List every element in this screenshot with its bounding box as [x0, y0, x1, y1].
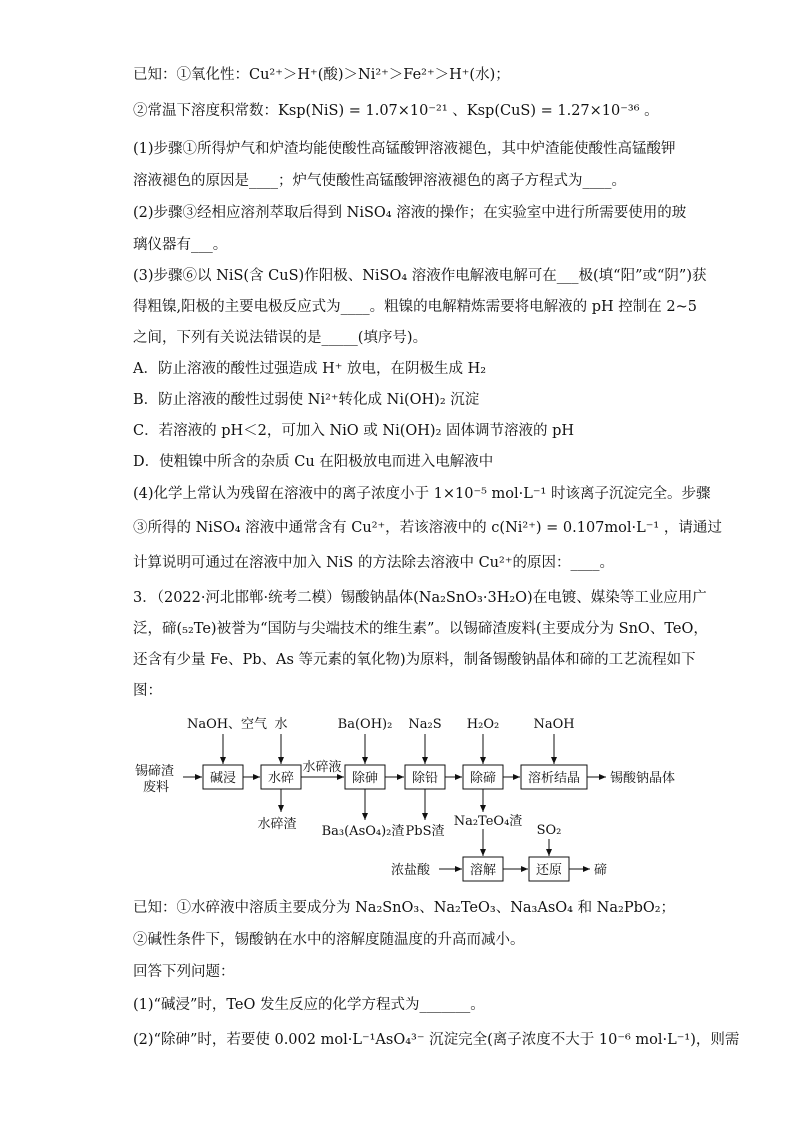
- byproduct-0: 水碎渣: [257, 817, 297, 832]
- lower-box-label-0: 溶解: [469, 863, 497, 878]
- input-label-1: 锡碲渣: [135, 764, 175, 779]
- line-4: (2)步骤③经相应溶剂萃取后得到 NiSO₄ 溶液的操作；在实验室中进行所需要使用的玻: [133, 205, 687, 221]
- box-label-2: 除砷: [351, 771, 379, 786]
- option-a: A．防止溶液的酸性过强造成 H⁺ 放电，在阴极生成 H₂: [133, 361, 487, 377]
- line-16: 3．（2022·河北邯郸·统考二模）锡酸钠晶体(Na₂SnO₃·3H₂O)在电镀、媒染等工业应用广: [133, 590, 707, 606]
- line-1: ②常温下溶度积常数：Ksp(NiS) = 1.07×10⁻²¹ 、Ksp(CuS) = 1.27×10⁻³⁶ 。: [133, 103, 659, 119]
- line-2: (1)步骤①所得炉气和炉渣均能使酸性高锰酸钾溶液褪色，其中炉渣能使酸性高锰酸钾: [133, 141, 676, 157]
- flow-svg: [133, 708, 693, 888]
- acid-label: 浓盐酸: [391, 863, 431, 878]
- option-d: D．使粗镍中所含的杂质 Cu 在阳极放电而进入电解液中: [133, 454, 494, 470]
- option-b: B．防止溶液的酸性过弱使 Ni²⁺转化成 Ni(OH)₂ 沉淀: [133, 392, 480, 408]
- reagent-5: NaOH: [533, 717, 575, 732]
- after-line-0: 已知：①水碎液中溶质主要成分为 Na₂SnO₃、Na₂TeO₃、Na₃AsO₄ 和 Na₂PbO₂；: [133, 900, 676, 916]
- line-0: 已知：①氧化性：Cu²⁺＞H⁺(酸)＞Ni²⁺＞Fe²⁺＞H⁺(水)；: [133, 67, 510, 83]
- line-5: 璃仪器有___。: [133, 237, 228, 253]
- reagent-1: 水: [274, 717, 288, 732]
- after-line-4: (2)“除砷”时，若要使 0.002 mol·L⁻¹AsO₄³⁻ 沉淀完全(离子浓度不大于 10⁻⁶ mol·L⁻¹)，则需: [133, 1032, 740, 1048]
- process-flow-diagram: [133, 708, 693, 892]
- so2-label: SO₂: [536, 823, 562, 838]
- input-label-2: 废料: [143, 780, 170, 795]
- line-6: (3)步骤⑥以 NiS(含 CuS)作阳极、NiSO₄ 溶液作电解液电解可在___极(填“阳”或“阴”)获: [133, 268, 707, 284]
- after-line-1: ②碱性条件下，锡酸钠在水中的溶解度随温度的升高而减小。: [133, 932, 525, 948]
- line-18: 还含有少量 Fe、Pb、As 等元素的氧化物)为原料，制备锡酸钠晶体和碲的工艺流程如下: [133, 652, 696, 668]
- final-product-label: 碲: [594, 863, 608, 878]
- line-15: 计算说明可通过在溶液中加入 NiS 的方法除去溶液中 Cu²⁺的原因：____。: [133, 555, 614, 571]
- line-17: 泛，碲(₅₂Te)被誉为“国防与尖端技术的维生素”。以锡碲渣废料(主要成分为 SnO、TeO，: [133, 621, 708, 637]
- product-label: 锡酸钠晶体: [610, 771, 676, 786]
- reagent-3: Na₂S: [408, 717, 442, 732]
- box-label-5: 溶析结晶: [527, 771, 581, 786]
- line-8: 之间，下列有关说法错误的是_____(填序号)。: [133, 330, 428, 346]
- box-label-4: 除碲: [469, 771, 497, 786]
- line-19: 图：: [133, 683, 162, 699]
- byproduct-3: Na₂TeO₄渣: [453, 814, 523, 829]
- reagent-2: Ba(OH)₂: [337, 717, 393, 732]
- box-label-0: 碱浸: [209, 771, 237, 786]
- line-14: ③所得的 NiSO₄ 溶液中通常含有 Cu²⁺，若该溶液中的 c(Ni²⁺) = 0.107mol·L⁻¹ ，请通过: [133, 520, 722, 536]
- line-13: (4)化学上常认为残留在溶液中的离子浓度小于 1×10⁻⁵ mol·L⁻¹ 时该离子沉淀完全。步骤: [133, 486, 711, 502]
- reagent-0: NaOH、空气: [186, 717, 268, 732]
- liquid-label: 水碎液: [302, 760, 342, 775]
- option-c: C．若溶液的 pH＜2，可加入 NiO 或 Ni(OH)₂ 固体调节溶液的 pH: [133, 423, 575, 439]
- line-3: 溶液褪色的原因是____；炉气使酸性高锰酸钾溶液褪色的离子方程式为____。: [133, 173, 626, 189]
- after-line-3: (1)“碱浸”时，TeO 发生反应的化学方程式为_______。: [133, 997, 485, 1013]
- byproduct-1: Ba₃(AsO₄)₂渣: [321, 824, 405, 839]
- line-7: 得粗镍,阳极的主要电极反应式为____。粗镍的电解精炼需要将电解液的 pH 控制在 2~5: [133, 299, 697, 315]
- byproduct-2: PbS渣: [405, 824, 445, 839]
- after-line-2: 回答下列问题：: [133, 964, 235, 980]
- lower-box-label-1: 还原: [535, 863, 563, 878]
- reagent-4: H₂O₂: [466, 717, 500, 732]
- box-label-1: 水碎: [267, 771, 295, 786]
- box-label-3: 除铅: [411, 771, 439, 786]
